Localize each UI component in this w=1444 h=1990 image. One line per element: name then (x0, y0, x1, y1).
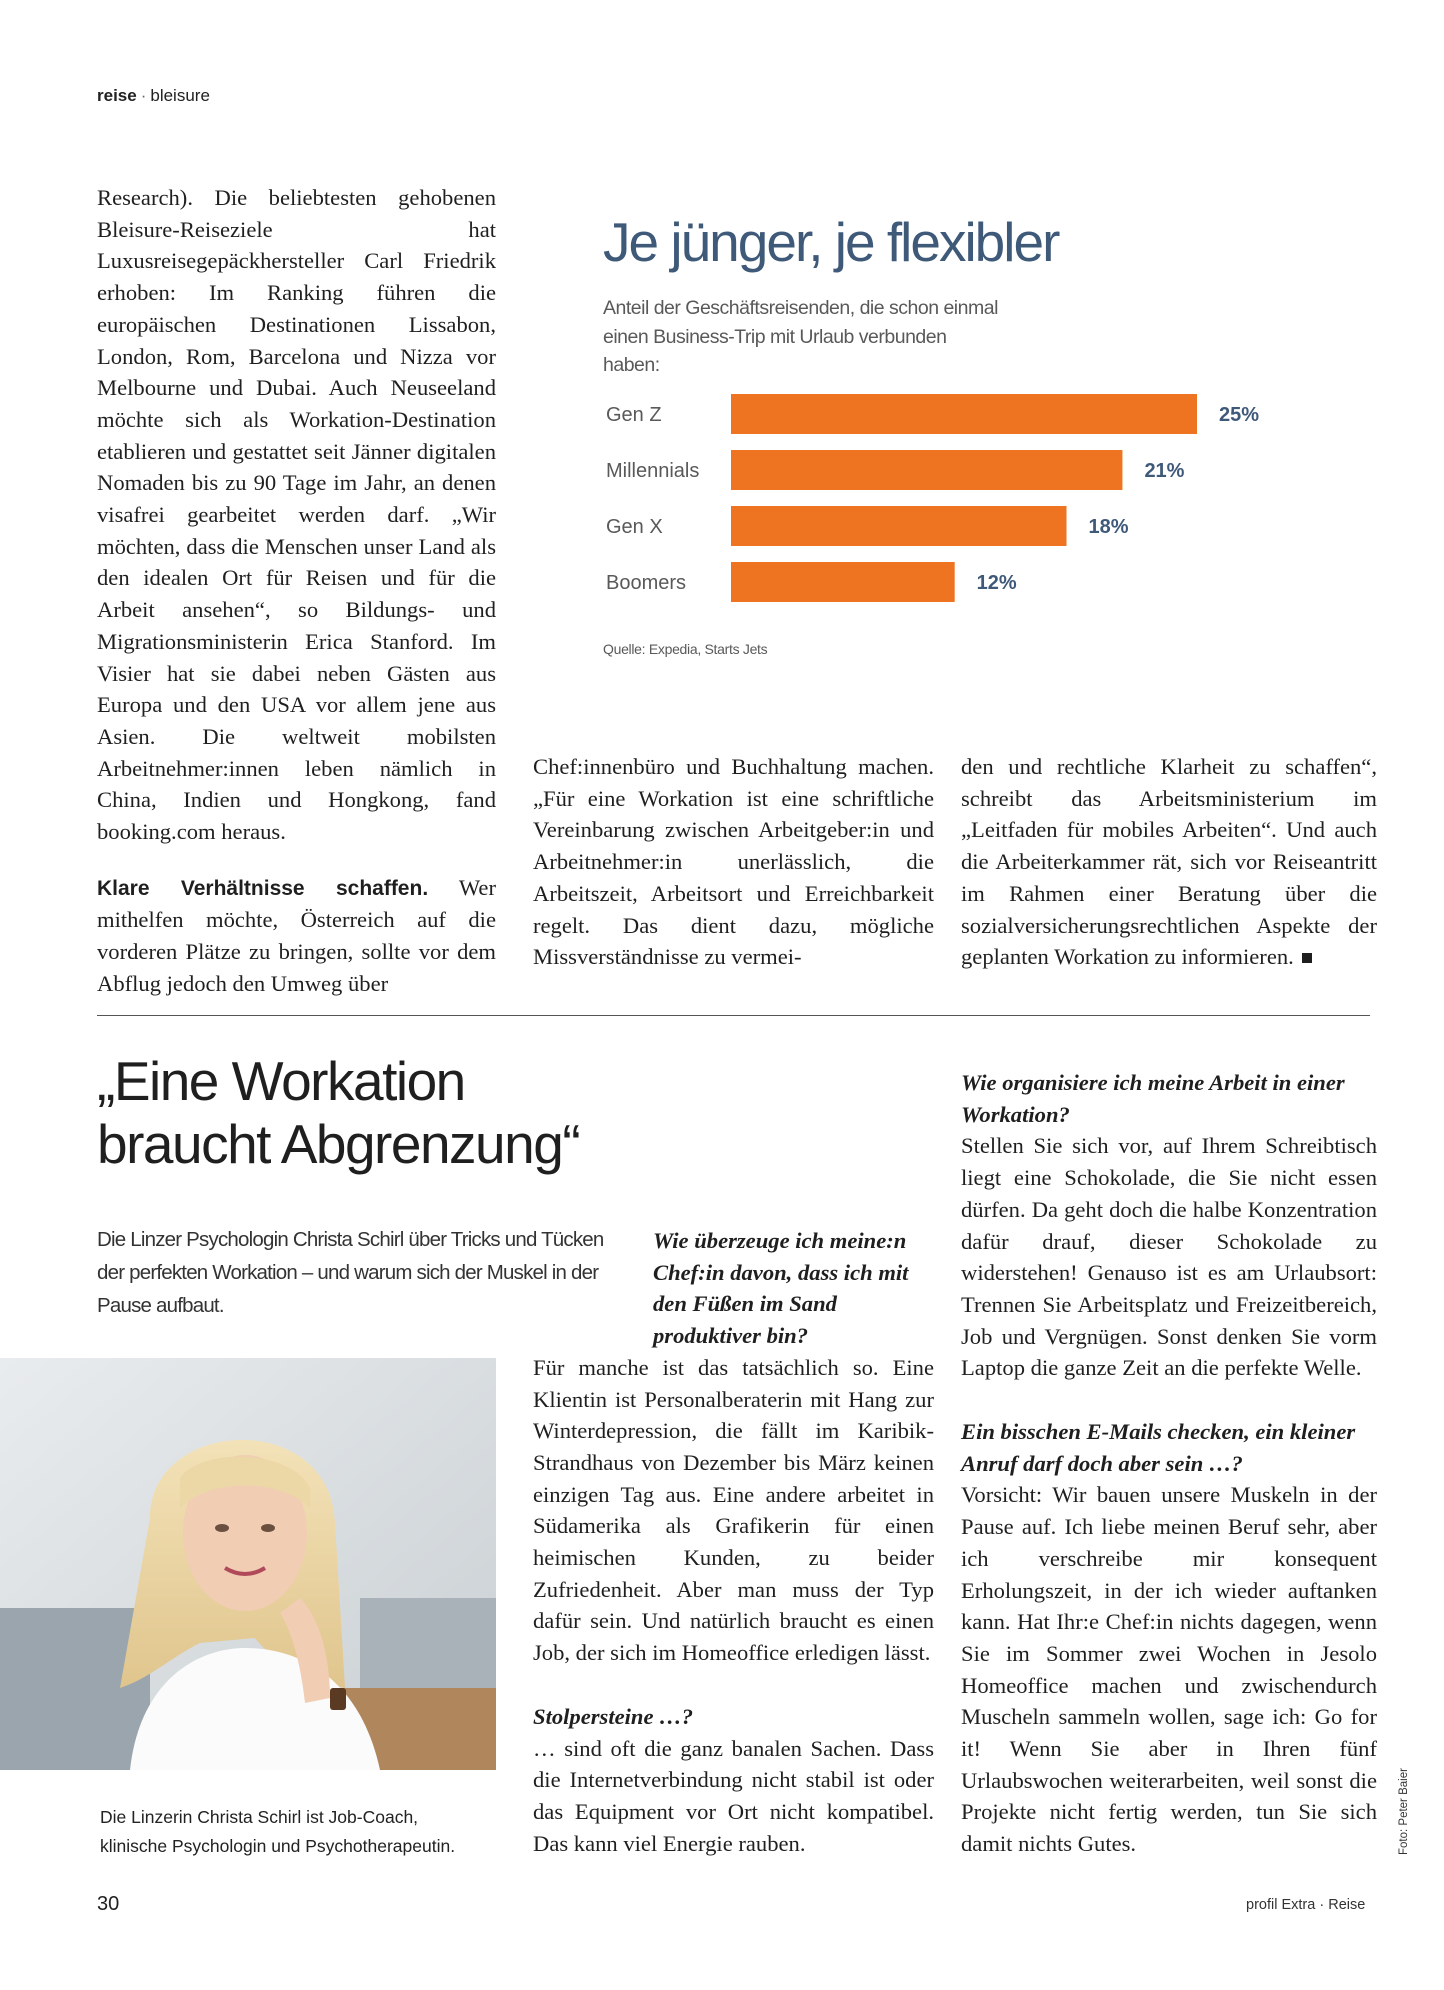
article-paragraph: Chef:innenbüro und Buchhaltung machen. „Für eine Workation ist eine schriftliche Vereinbarung zwischen Arbeitgeber:in und Arbeitnehmer:in unerlässlich, die Arbeitszeit, Arbeitsort und Erreichbarkeit regelt. Das dient dazu, mögliche Missverständnisse zu vermei- (533, 754, 934, 970)
footer-publication (1246, 1897, 1365, 1913)
interview-question: Wie organisiere ich meine Arbeit in einer Workation? (961, 1070, 1345, 1127)
chart-bar (731, 450, 1122, 490)
chart-value-label: 12% (976, 572, 1017, 594)
running-head-separator: · (140, 86, 147, 105)
headline-line: „Eine Workation (97, 1050, 465, 1112)
bar-chart (598, 384, 1298, 614)
interview-question: Stolpersteine …? (533, 1703, 694, 1729)
interview-question: Wie überzeuge ich meine:n Chef:in davon, dass ich mit den Füßen im Sand produktiver bin? (653, 1228, 909, 1349)
headline-line: braucht Abgrenzung“ (97, 1113, 580, 1175)
chart-category-label: Gen Z (606, 404, 662, 426)
end-mark-icon (1302, 953, 1312, 963)
interview-column-3 (961, 1067, 1377, 1860)
chart-value-label: 25% (1219, 404, 1260, 426)
article-paragraph (961, 751, 1377, 973)
interview-column-2 (533, 1225, 934, 1859)
article-column-2 (533, 751, 934, 973)
photo-caption (100, 1803, 520, 1861)
chart-source: Quelle: Expedia, Starts Jets (603, 641, 768, 657)
footer-separator: · (1319, 1897, 1325, 1913)
chart-value-label: 18% (1088, 516, 1129, 538)
interview-deck: Die Linzer Psychologin Christa Schirl über Tricks und Tücken der perfekten Workation – und warum sich der Muskel in der Pause aufbaut. (97, 1228, 604, 1317)
interview-answer: Für manche ist das tatsächlich so. Eine Klientin ist Personalberaterin mit Hang zur Winterdepression, die fällt im Karibik-Strandhaus von Dezember bis März keinen einzigen Tag aus. Eine andere arbeitet in Südamerika als Grafikerin für einen heimischen Kunden, zu beider Zufriedenheit. Aber man muss der Typ dafür sein. Und natürlich braucht es einen Job, der sich im Homeoffice erledigen lässt. (533, 1354, 934, 1666)
chart-category-label: Boomers (606, 572, 687, 594)
portrait-photo (0, 1358, 496, 1770)
chart-category-label: Millennials (606, 460, 700, 482)
running-head-section: reise (97, 86, 137, 105)
photo-credit: Foto: Peter Baier (1398, 1768, 1410, 1855)
interview-answer: Vorsicht: Wir bauen unsere Muskeln in der Pause auf. Ich liebe meinen Beruf sehr, aber ich verschreibe mir konsequent Erholungszeit, in der ich wieder auftanken kann. Hat Ihr:e Chef:in nichts dagegen, wenn Sie im Sommer zwei Wochen in Jesolo Homeoffice machen und zwischendurch Muscheln sammeln wollen, sage ich: Go for it! Wenn Sie aber in Ihren fünf Urlaubswochen weiterarbeiten, weil sonst die Projekte nicht fertig werden, tun Sie sich damit nichts Gutes. (961, 1482, 1377, 1857)
caption-line: klinische Psychologin und Psychotherapeutin. (100, 1836, 456, 1856)
section-divider (97, 1015, 1370, 1016)
chart-category-label: Gen X (606, 516, 663, 538)
article-column-1 (97, 182, 496, 1000)
footer-publication-name: profil Extra (1246, 1897, 1316, 1913)
subhead-klare-verhaeltnisse: Klare Verhältnisse schaffen. (97, 876, 429, 900)
running-head-subsection: bleisure (150, 86, 210, 105)
chart-bar (731, 562, 955, 602)
page-number: 30 (97, 1893, 120, 1915)
article-column-3 (961, 751, 1377, 973)
caption-line: Die Linzerin Christa Schirl ist Job-Coach, (100, 1807, 419, 1827)
article-paragraph (97, 872, 496, 1000)
interview-answer: … sind oft die ganz banalen Sachen. Dass die Internetverbindung nicht stabil ist oder das Equipment vor Ort nicht kompatibel. Das kann viel Energie rauben. (533, 1735, 934, 1856)
article-paragraph-text: den und rechtliche Klarheit zu schaffen“, schreibt das Arbeitsministerium im „Leitfaden für mobiles Arbeiten“. Und auch die Arbeiterkammer rät, sich vor Reiseantritt im Rahmen einer Beratung über die sozialversicherungsrechtlichen Aspekte der geplanten Workation zu informieren. (961, 754, 1377, 970)
chart-subtitle: Anteil der Geschäftsreisenden, die schon einmal einen Business-Trip mit Urlaub verbunden haben: (603, 297, 998, 376)
running-head (97, 86, 210, 106)
article-paragraph: Research). Die beliebtesten gehobenen Bleisure-Reiseziele hat Luxusreisegepäckhersteller Carl Friedrik erhoben: Im Ranking führen die europäischen Destinationen Lissabon, London, Rom, Barcelona und Nizza vor Melbourne und Dubai. Auch Neuseeland möchte sich als Workation-Destination etablieren und gestattet seit Jänner digitalen Nomaden bis zu 90 Tage im Jahr, an denen visafrei gearbeitet werden darf. „Wir möchten, dass die Menschen unser Land als den idealen Ort für Reisen und für die Arbeit ansehen“, so Bildungs- und Migrationsministerin Erica Stanford. Im Visier hat sie dabei neben Gästen aus Europa und den USA vor allem jene aus Asien. Die weltweit mobilsten Arbeitnehmer:innen leben nämlich in China, Indien und Hongkong, fand booking.com heraus. (97, 185, 496, 845)
chart-bar (731, 394, 1197, 434)
chart-value-label: 21% (1144, 460, 1185, 482)
interview-answer: Stellen Sie sich vor, auf Ihrem Schreibtisch liegt eine Schokolade, die Sie nicht essen dürfen. Da geht doch die halbe Konzentration dafür drauf, dieser Schokolade zu widerstehen! Genauso ist es am Urlaubsort: Trennen Sie Arbeitsplatz und Freizeitbereich, Job und Vergnügen. Sonst denken Sie vorm Laptop die ganze Zeit an die perfekte Welle. (961, 1133, 1377, 1381)
chart-bar (731, 506, 1067, 546)
interview-question: Ein bisschen E-Mails checken, ein kleiner Anruf darf doch aber sein …? (961, 1419, 1356, 1476)
article-paragraph-text: Wer mithelfen möchte, Österreich auf die vorderen Plätze zu bringen, sollte vor dem Abflug jedoch den Umweg über (97, 874, 496, 996)
interview-headline (97, 1050, 579, 1176)
footer-section: Reise (1328, 1897, 1366, 1913)
chart-title: Je jünger, je flexibler (603, 211, 1059, 273)
